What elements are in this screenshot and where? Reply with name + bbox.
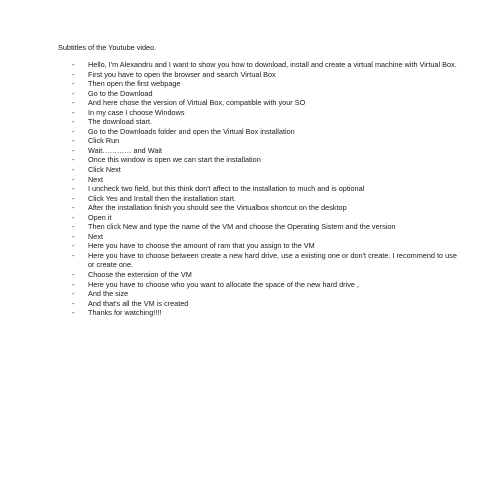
bullet-marker: - bbox=[72, 126, 75, 136]
bullet-marker: - bbox=[72, 88, 75, 98]
bullet-marker: - bbox=[72, 184, 75, 194]
list-item bbox=[0, 89, 495, 99]
list-item bbox=[0, 70, 495, 80]
list-item bbox=[0, 108, 495, 118]
list-item bbox=[0, 127, 495, 137]
list-item bbox=[0, 232, 495, 242]
list-item-text: And here chose the version of Virtual Box, compatible with your SO bbox=[88, 98, 306, 108]
bullet-marker: - bbox=[72, 79, 75, 89]
list-item bbox=[0, 117, 495, 127]
list-item bbox=[0, 280, 495, 290]
list-item bbox=[0, 308, 495, 318]
list-item-text: Here you have to choose who you want to allocate the space of the new hard drive , bbox=[88, 279, 359, 289]
list-item bbox=[0, 184, 495, 194]
bullet-marker: - bbox=[72, 308, 75, 318]
list-item-text: Wait………… and Wait bbox=[88, 145, 163, 155]
list-item bbox=[0, 299, 495, 309]
list-item bbox=[0, 289, 495, 299]
list-item-text: In my case I choose Windows bbox=[88, 107, 185, 117]
list-item bbox=[0, 175, 495, 185]
bullet-marker: - bbox=[72, 98, 75, 108]
list-item-text: Click Next bbox=[88, 165, 121, 175]
bullet-marker: - bbox=[72, 222, 75, 232]
bullet-marker: - bbox=[72, 136, 75, 146]
list-item bbox=[0, 60, 495, 70]
list-item-text: Open it bbox=[88, 212, 112, 222]
list-item-text: Once this window is open we can start the installation bbox=[88, 155, 261, 165]
list-item bbox=[0, 79, 495, 89]
subtitle-list bbox=[0, 60, 495, 318]
list-item-text: Hello, I'm Alexandru and I want to show you how to download, install and create a virtual machine with Virtual Box. bbox=[88, 60, 457, 69]
bullet-marker: - bbox=[72, 289, 75, 299]
document-title: Subtitles of the Youtube video. bbox=[58, 43, 157, 52]
list-item-text: Here you have to choose between create a new hard drive, use a existing one or don't create. I recommend to use or create one. bbox=[88, 250, 457, 270]
bullet-marker: - bbox=[72, 231, 75, 241]
bullet-marker: - bbox=[72, 145, 75, 155]
list-item bbox=[0, 98, 495, 108]
bullet-marker: - bbox=[72, 298, 75, 308]
list-item-text: Click Yes and Install then the installation start. bbox=[88, 193, 237, 203]
list-item-text: First you have to open the browser and search Virtual Box bbox=[88, 69, 276, 79]
list-item-text: Go to the Downloads folder and open the Virtual Box installation bbox=[88, 126, 295, 136]
list-item bbox=[0, 203, 495, 213]
list-item-text: Next bbox=[88, 231, 104, 241]
list-item bbox=[0, 194, 495, 204]
list-item-text: Go to the Download bbox=[88, 88, 153, 98]
list-item-text: Next bbox=[88, 174, 104, 184]
list-item-text: Thanks for watching!!!! bbox=[88, 308, 162, 318]
list-item bbox=[0, 241, 495, 251]
bullet-marker: - bbox=[72, 60, 75, 69]
bullet-marker: - bbox=[72, 107, 75, 117]
bullet-marker: - bbox=[72, 212, 75, 222]
bullet-marker: - bbox=[72, 155, 75, 165]
bullet-marker: - bbox=[72, 117, 75, 127]
bullet-marker: - bbox=[72, 250, 75, 260]
list-item-text: And that's all the VM is created bbox=[88, 298, 189, 308]
list-item-text: I uncheck two field, but this think don't affect to the installation to much and is optional bbox=[88, 184, 365, 194]
list-item-text: Choose the extension of the VM bbox=[88, 270, 192, 280]
bullet-marker: - bbox=[72, 279, 75, 289]
list-item bbox=[0, 270, 495, 280]
list-item bbox=[0, 155, 495, 165]
list-item bbox=[0, 213, 495, 223]
bullet-marker: - bbox=[72, 69, 75, 79]
list-item-text: Click Run bbox=[88, 136, 120, 146]
bullet-marker: - bbox=[72, 165, 75, 175]
bullet-marker: - bbox=[72, 174, 75, 184]
list-item bbox=[0, 222, 495, 232]
list-item-text: The download start. bbox=[88, 117, 153, 127]
bullet-marker: - bbox=[72, 193, 75, 203]
list-item-text: And the size bbox=[88, 289, 129, 299]
list-item-text: Then click New and type the name of the VM and choose the Operating Sistem and the version bbox=[88, 222, 396, 232]
bullet-marker: - bbox=[72, 203, 75, 213]
list-item bbox=[0, 136, 495, 146]
list-item bbox=[0, 251, 495, 270]
list-item-text: Then open the first webpage bbox=[88, 79, 181, 89]
bullet-marker: - bbox=[72, 241, 75, 251]
list-item bbox=[0, 146, 495, 156]
bullet-marker: - bbox=[72, 270, 75, 280]
list-item-text: Here you have to choose the amount of ram that you assign to the VM bbox=[88, 241, 315, 251]
list-item-text: After the installation finish you should see the Virtualbox shortcut on the desktop bbox=[88, 203, 347, 213]
list-item bbox=[0, 165, 495, 175]
